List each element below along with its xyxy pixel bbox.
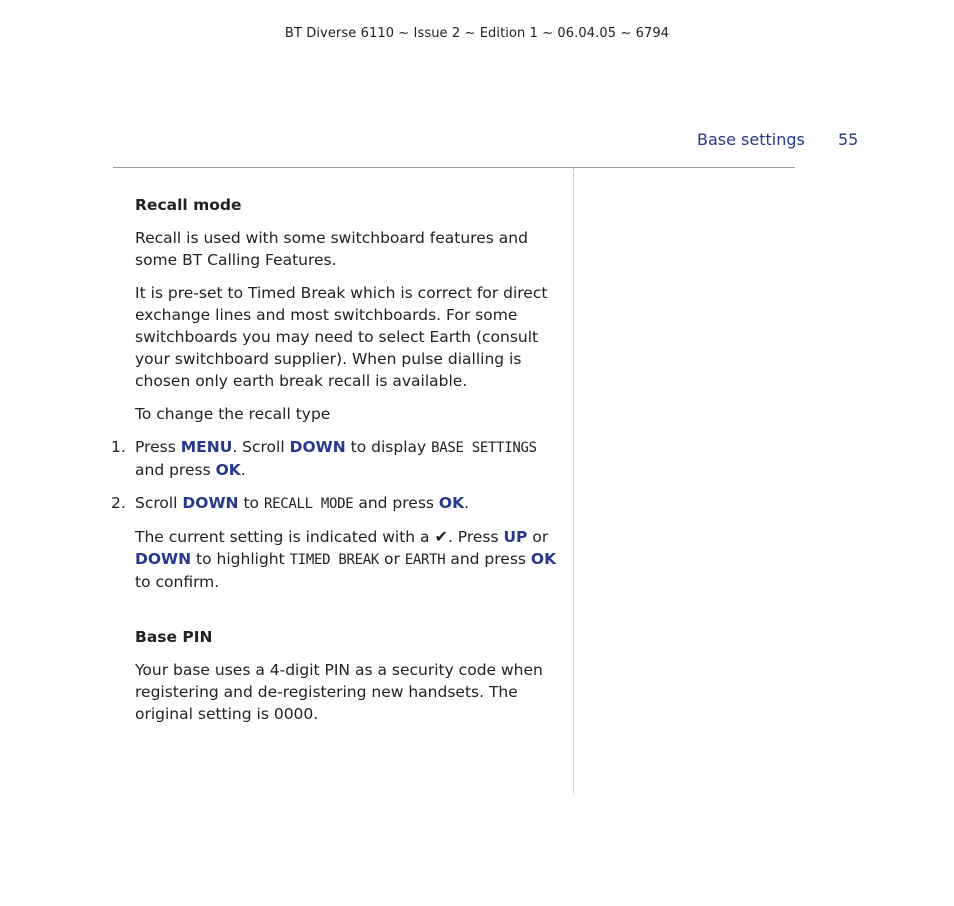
header-divider <box>113 167 795 168</box>
down-key-label: DOWN <box>182 494 239 512</box>
step-2 <box>111 492 565 515</box>
step-2-number: 2. <box>111 494 126 512</box>
note-text: to highlight <box>191 550 290 568</box>
step-text: . <box>240 461 246 479</box>
step-text: Scroll <box>135 494 183 512</box>
section-title: Base settings <box>697 130 805 149</box>
step-text: to <box>238 494 264 512</box>
recall-instructions-intro: To change the recall type <box>135 405 331 423</box>
step-text: to display <box>345 438 432 456</box>
down-key-label: DOWN <box>289 438 346 456</box>
note-text: to confirm. <box>135 573 220 591</box>
document-info-header: BT Diverse 6110 ~ Issue 2 ~ Edition 1 ~ 06.04.05 ~ 6794 <box>284 26 670 41</box>
base-pin-paragraph: Your base uses a 4-digit PIN as a security code when registering and de-registering new handsets. The original setting is 0000. <box>135 661 543 723</box>
step-text: . Scroll <box>232 438 290 456</box>
step-text: . <box>464 494 470 512</box>
column-divider <box>573 168 574 794</box>
page-number: 55 <box>838 130 859 149</box>
up-key-label: UP <box>503 528 528 546</box>
step-text: and press <box>135 461 216 479</box>
note-text: The current setting is indicated with a <box>135 528 435 546</box>
step-1 <box>111 436 565 481</box>
note-text: or <box>527 528 549 546</box>
recall-paragraph-1: Recall is used with some switchboard features and some BT Calling Features. <box>135 229 528 269</box>
step-1-number: 1. <box>111 438 126 456</box>
step-text: Press <box>135 438 181 456</box>
recall-mode-heading: Recall mode <box>135 196 242 214</box>
display-text-base-settings: BASE SETTINGS <box>431 440 537 456</box>
note-text: . Press <box>447 528 504 546</box>
note-text: and press <box>445 550 531 568</box>
note-text: or <box>379 550 405 568</box>
main-content <box>111 194 565 725</box>
checkmark-icon: ✔ <box>434 527 448 546</box>
ok-key-label: OK <box>530 550 557 568</box>
step-text: and press <box>353 494 439 512</box>
down-key-label: DOWN <box>135 550 192 568</box>
display-text-timed-break: TIMED BREAK <box>289 552 380 568</box>
recall-paragraph-2: It is pre-set to Timed Break which is correct for direct exchange lines and most switchboards. For some switchboards you may need to select Earth (consult your switchboard supplier). When pulse dialling is chosen only earth break recall is available. <box>135 284 548 390</box>
base-pin-heading: Base PIN <box>135 628 213 646</box>
menu-key-label: MENU <box>180 438 233 456</box>
display-text-earth: EARTH <box>404 552 446 568</box>
display-text-recall-mode: RECALL MODE <box>263 496 354 512</box>
ok-key-label: OK <box>215 461 241 479</box>
ok-key-label: OK <box>438 494 465 512</box>
current-setting-note <box>135 526 565 593</box>
